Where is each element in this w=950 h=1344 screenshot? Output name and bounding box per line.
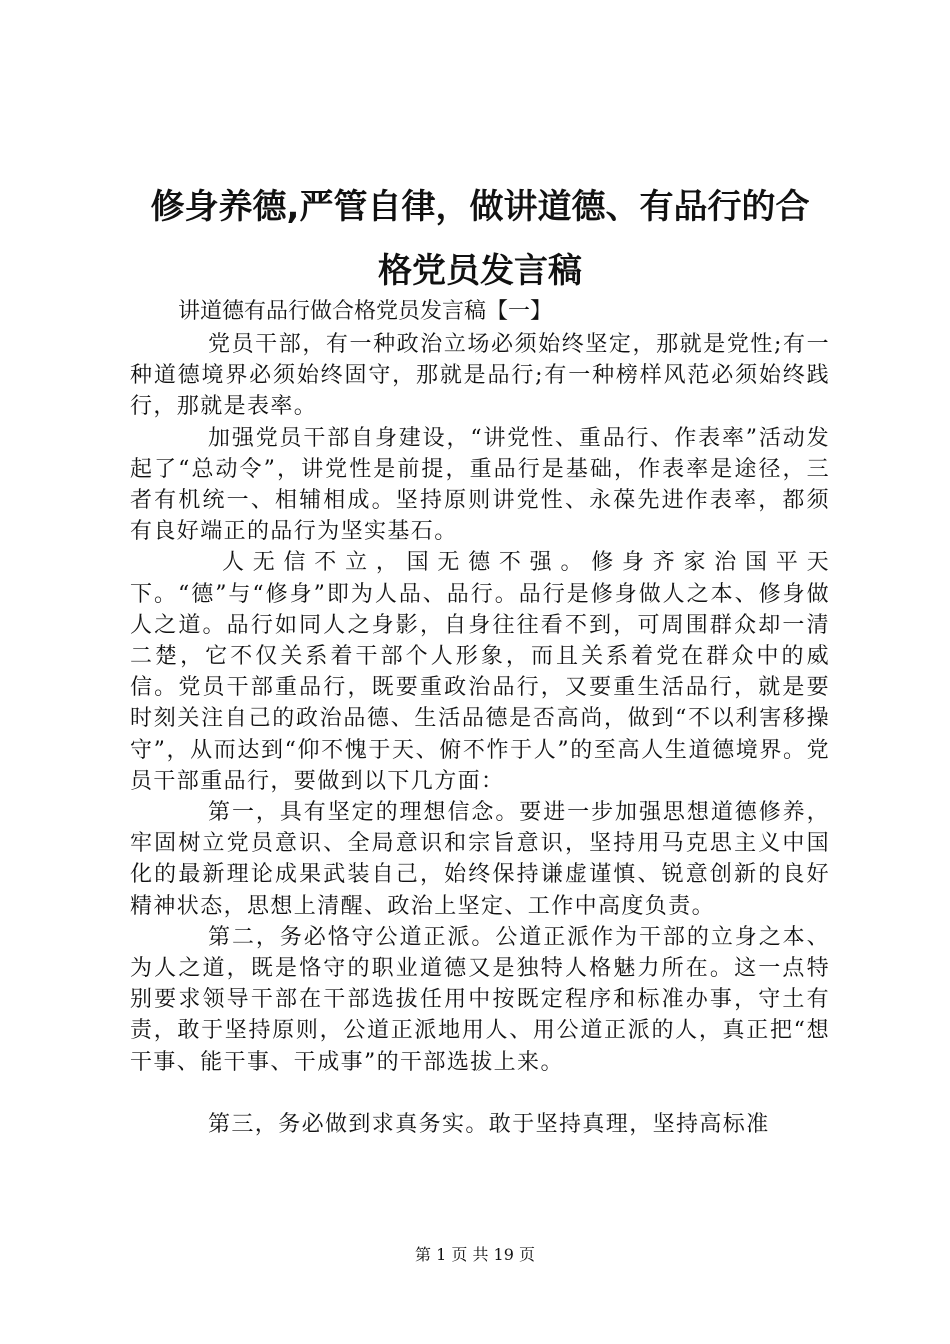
paragraph-4: 第一，具有坚定的理想信念。要进一步加强思想道德修养，牢固树立党员意识、全局意识和宗旨意识，坚持用马克思主义中国化的最新理论成果武装自己，始终保持谦虚谨慎、锐意创新的良好精神状态，思想上清醒、政治上坚定、工作中高度负责。 (130, 800, 830, 919)
title-line-1: 修身养德,严管自律，做讲道德、有品行的合 (150, 187, 810, 227)
page-footer: 第 1 页 共 19 页 (415, 1245, 535, 1264)
paragraph-5: 第二，务必恪守公道正派。公道正派作为干部的立身之本、为人之道，既是恪守的职业道德又是独特人格魅力所在。这一点特别要求领导干部在干部选拔任用中按既定程序和标准办事，守土有责，敢于坚持原则，公道正派地用人、用公道正派的人，真正把“想干事、能干事、干成事”的干部选拔上来。 (130, 924, 830, 1075)
paragraph-3: 人无信不立，国无德不强。修身齐家治国平天下。“德”与“修身”即为人品、品行。品行是修身做人之本、修身做人之道。品行如同人之身影，自身往往看不到，可周围群众却一清二楚，它不仅关系着干部个人形象，而且关系着党在群众中的威信。党员干部重品行，既要重政治品行，又要重生活品行，就是要时刻关注自己的政治品德、生活品德是否高尚，做到“不以利害移操守”，从而达到“仰不愧于天、俯不怍于人”的至高人生道德境界。党员干部重品行，要做到以下几方面： (130, 550, 830, 794)
document-body (130, 329, 830, 1140)
title-line-2: 格党员发言稿 (378, 251, 582, 291)
paragraph-6: 第三，务必做到求真务实。敢于坚持真理，坚持高标准 (208, 1111, 770, 1137)
document-title (100, 175, 860, 303)
paragraph-2: 加强党员干部自身建设，“讲党性、重品行、作表率”活动发起了“总动令”，讲党性是前提，重品行是基础，作表率是途径，三者有机统一、相辅相成。坚持原则讲党性、永葆先进作表率，都须有良好端正的品行为坚实基石。 (130, 425, 830, 545)
paragraph-1: 党员干部，有一种政治立场必须始终坚定，那就是党性;有一种道德境界必须始终固守，那就是品行;有一种榜样风范必须始终践行，那就是表率。 (130, 332, 830, 420)
document-subtitle: 讲道德有品行做合格党员发言稿【一】 (178, 299, 553, 324)
